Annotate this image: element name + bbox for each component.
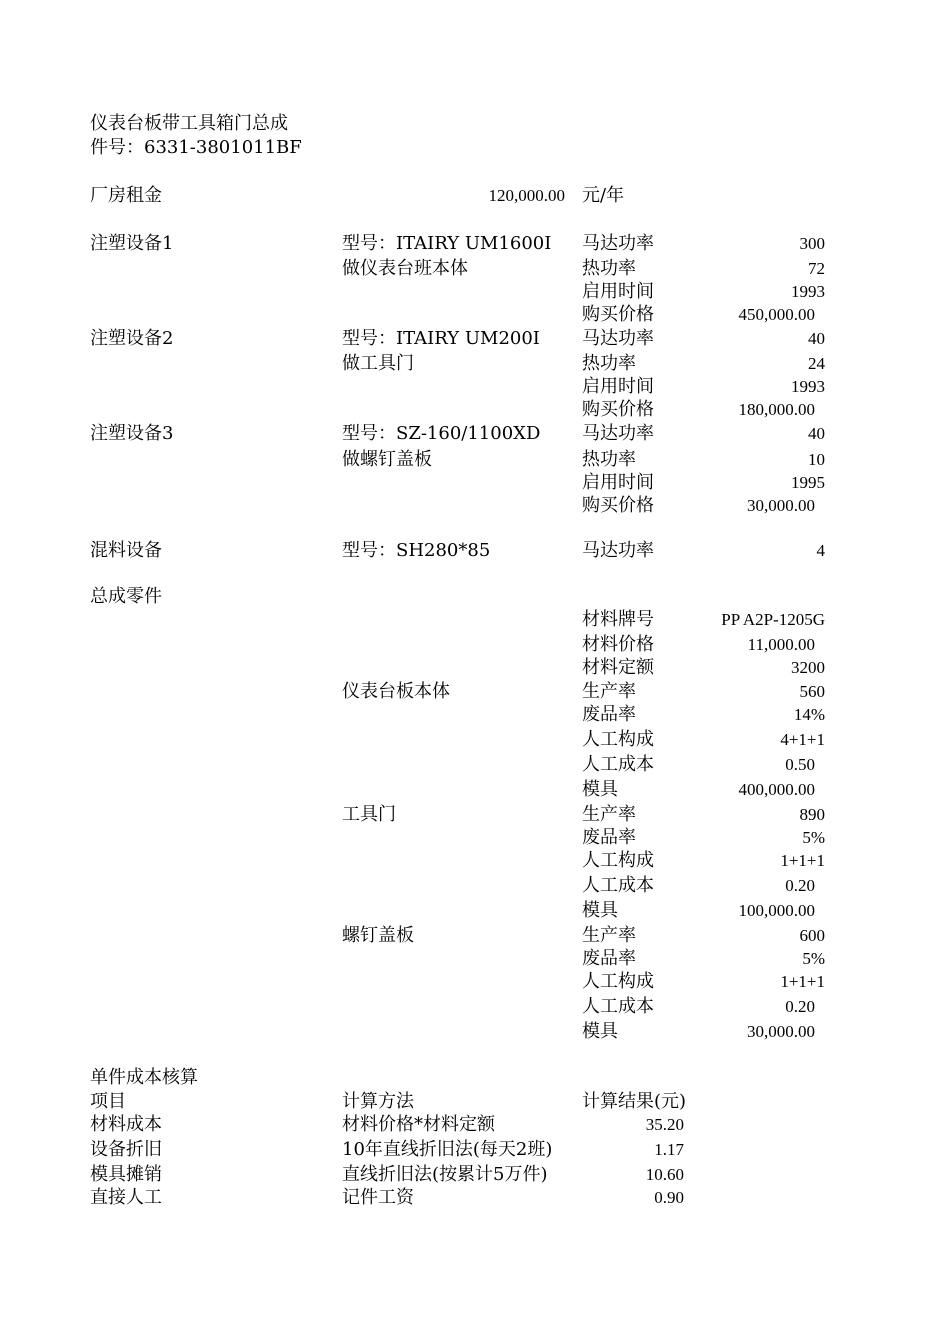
spec-value: 30,000.00 (747, 496, 815, 515)
machine-2-model: 型号：ITAIRY UM200I (342, 328, 540, 349)
part-row-value: 0.50 (785, 755, 815, 774)
part-row-value: 1+1+1 (780, 851, 825, 870)
part-row-value: 0.20 (785, 876, 815, 895)
part-row-value: 4+1+1 (780, 730, 825, 749)
spec-value: 40 (808, 329, 825, 348)
part-row-label: 人工成本 (582, 754, 654, 775)
part-row-label: 模具 (582, 1021, 618, 1042)
part-row-label: 模具 (582, 779, 618, 800)
machine-3-model: 型号：SZ-160/1100XD (342, 423, 541, 444)
part-row-label: 生产率 (582, 804, 636, 825)
cost-title: 单件成本核算 (90, 1067, 198, 1088)
document-title: 仪表台板带工具箱门总成 (90, 113, 288, 134)
part-row-label: 生产率 (582, 925, 636, 946)
spec-label: 购买价格 (582, 304, 654, 325)
material-label: 材料牌号 (582, 609, 654, 630)
part-number: 件号：6331-3801011BF (90, 137, 302, 158)
spec-label: 热功率 (582, 353, 636, 374)
part-row-value: 890 (799, 805, 825, 824)
mixer-spec-label: 马达功率 (582, 540, 654, 561)
cost-row-result: 0.90 (654, 1188, 684, 1207)
cost-row-item: 直接人工 (90, 1187, 162, 1208)
spec-value: 1993 (791, 282, 825, 301)
mixer-spec-value: 4 (816, 541, 825, 560)
cost-header-method: 计算方法 (342, 1091, 414, 1112)
part-row-label: 人工构成 (582, 971, 654, 992)
material-value: 3200 (791, 658, 825, 677)
spec-label: 马达功率 (582, 328, 654, 349)
spec-value: 180,000.00 (738, 400, 815, 419)
part-row-label: 模具 (582, 900, 618, 921)
part-name: 仪表台板本体 (342, 681, 450, 702)
cost-row-item: 设备折旧 (90, 1139, 162, 1160)
spec-value: 40 (808, 424, 825, 443)
part-row-value: 5% (802, 949, 825, 968)
spec-label: 马达功率 (582, 423, 654, 444)
machine-3-use: 做螺钉盖板 (342, 449, 432, 470)
mixer-name: 混料设备 (90, 540, 162, 561)
part-name: 工具门 (342, 804, 396, 825)
part-row-label: 人工成本 (582, 996, 654, 1017)
machine-2-name: 注塑设备2 (90, 328, 174, 349)
spec-value: 1995 (791, 473, 825, 492)
spec-label: 热功率 (582, 449, 636, 470)
part-row-value: 400,000.00 (738, 780, 815, 799)
rent-label: 厂房租金 (90, 185, 162, 206)
material-value: PP A2P-1205G (721, 610, 825, 629)
spec-value: 10 (808, 450, 825, 469)
spec-label: 马达功率 (582, 233, 654, 254)
assembly-title: 总成零件 (90, 586, 162, 607)
cost-row-method: 10年直线折旧法(每天2班) (342, 1139, 553, 1160)
part-row-label: 废品率 (582, 827, 636, 848)
rent-value: 120,000.00 (488, 186, 565, 205)
part-row-label: 生产率 (582, 681, 636, 702)
part-row-value: 0.20 (785, 997, 815, 1016)
spec-label: 购买价格 (582, 399, 654, 420)
spec-label: 启用时间 (582, 376, 654, 397)
cost-row-item: 模具摊销 (90, 1164, 162, 1185)
part-row-value: 1+1+1 (780, 972, 825, 991)
cost-row-method: 直线折旧法(按累计5万件) (342, 1164, 548, 1185)
part-row-value: 100,000.00 (738, 901, 815, 920)
spec-label: 热功率 (582, 258, 636, 279)
part-row-label: 废品率 (582, 948, 636, 969)
part-row-label: 废品率 (582, 704, 636, 725)
part-row-value: 560 (799, 682, 825, 701)
spec-label: 购买价格 (582, 495, 654, 516)
rent-unit: 元/年 (582, 185, 625, 206)
machine-2-use: 做工具门 (342, 353, 414, 374)
spec-value: 72 (808, 259, 825, 278)
cost-row-result: 1.17 (654, 1140, 684, 1159)
part-row-label: 人工构成 (582, 729, 654, 750)
machine-1-model: 型号：ITAIRY UM1600I (342, 233, 552, 254)
cost-row-result: 10.60 (645, 1165, 684, 1184)
spec-label: 启用时间 (582, 281, 654, 302)
cost-row-result: 35.20 (645, 1115, 684, 1134)
machine-3-name: 注塑设备3 (90, 423, 174, 444)
machine-1-name: 注塑设备1 (90, 233, 174, 254)
cost-header-item: 项目 (90, 1091, 126, 1112)
spec-value: 24 (808, 354, 825, 373)
material-label: 材料价格 (582, 634, 654, 655)
material-label: 材料定额 (582, 657, 654, 678)
cost-row-item: 材料成本 (90, 1114, 162, 1135)
part-row-value: 600 (799, 926, 825, 945)
machine-1-use: 做仪表台班本体 (342, 258, 468, 279)
part-row-label: 人工成本 (582, 875, 654, 896)
material-value: 11,000.00 (747, 635, 815, 654)
spec-value: 300 (799, 234, 825, 253)
cost-row-method: 记件工资 (342, 1187, 414, 1208)
cost-row-method: 材料价格*材料定额 (342, 1114, 495, 1135)
part-row-value: 14% (793, 705, 825, 724)
part-row-label: 人工构成 (582, 850, 654, 871)
spec-value: 1993 (791, 377, 825, 396)
part-name: 螺钉盖板 (342, 925, 414, 946)
part-row-value: 5% (802, 828, 825, 847)
cost-header-result: 计算结果(元) (582, 1091, 687, 1112)
mixer-model: 型号：SH280*85 (342, 540, 491, 561)
spec-value: 450,000.00 (738, 305, 815, 324)
part-row-value: 30,000.00 (747, 1022, 815, 1041)
spec-label: 启用时间 (582, 472, 654, 493)
